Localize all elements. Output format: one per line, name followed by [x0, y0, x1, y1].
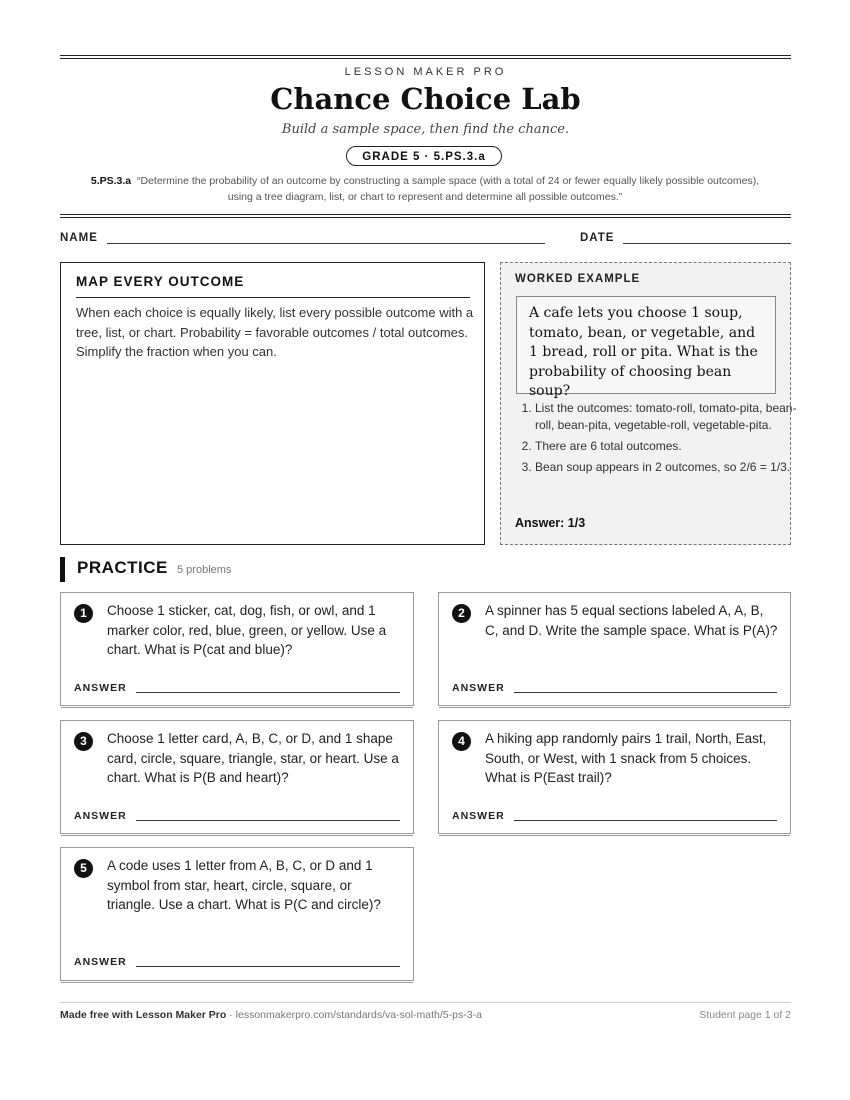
worked-example-step: 3. Bean soup appears in 2 outcomes, so 2/6 = 1/3. [535, 459, 800, 476]
date-label: DATE [580, 232, 615, 244]
standard-code: 5.PS.3.a [90, 175, 132, 187]
worked-example-box [500, 262, 797, 545]
concept-heading: MAP EVERY OUTCOME [76, 274, 245, 289]
problem-card-5 [60, 847, 414, 981]
footer-made-with: Made free with Lesson Maker Pro [60, 1009, 227, 1021]
answer-field[interactable] [136, 692, 400, 693]
problem-number: 4 [452, 732, 471, 751]
page-title: Chance Choice Lab [270, 82, 581, 116]
worked-example-heading: WORKED EXAMPLE [515, 273, 641, 285]
grade-badge: GRADE 5 · 5.PS.3.a [346, 146, 502, 166]
footer-page-number: Student page 1 of 2 [699, 1009, 791, 1021]
answer-label: ANSWER [74, 956, 127, 968]
problem-text: A code uses 1 letter from A, B, C, or D and 1 symbol from star, heart, circle, square, or triangle. Use a chart. What is P(C and circle)? [107, 858, 381, 912]
practice-title: PRACTICE [77, 558, 168, 577]
practice-accent-bar [60, 557, 65, 582]
problem-text: A spinner has 5 equal sections labeled A, A, B, C, and D. Write the sample space. What is P(A)? [485, 603, 778, 638]
answer-label: ANSWER [74, 682, 127, 694]
problem-card-2 [438, 592, 791, 706]
concept-body: When each choice is equally likely, list every possible outcome with a tree, list, or chart. Probability = favorable outcomes / total outcomes. Simplify the fraction when you can. [76, 305, 474, 359]
problem-number: 2 [452, 604, 471, 623]
brand-name: LESSON MAKER PRO [344, 66, 507, 78]
answer-label: ANSWER [452, 810, 505, 822]
date-field[interactable] [623, 243, 791, 244]
standard-text: “Determine the probability of an outcome by constructing a sample space (with a total of 24 or fewer equally likely possible outcomes), using a tree diagram, list, or chart to represent and determine all possible outcomes.” [136, 175, 760, 203]
problem-number: 1 [74, 604, 93, 623]
problem-number: 3 [74, 732, 93, 751]
problem-text: A hiking app randomly pairs 1 trail, North, East, South, or West, with 1 snack from 5 choices. What is P(East trail)? [485, 731, 767, 785]
name-label: NAME [60, 232, 98, 244]
standard-description [80, 173, 770, 205]
worked-example-answer: Answer: 1/3 [515, 516, 586, 530]
top-rule [60, 55, 791, 56]
problem-text: Choose 1 letter card, A, B, C, or D, and 1 shape card, circle, square, triangle, star, or heart. Use a chart. What is P(B and heart)? [107, 731, 399, 785]
footer-rule [60, 1002, 791, 1003]
answer-field[interactable] [514, 820, 777, 821]
practice-count: 5 problems [177, 564, 232, 576]
problem-text: Choose 1 sticker, cat, dog, fish, or owl, and 1 marker color, red, blue, green, or yellow. Use a chart. What is P(cat and blue)? [107, 603, 387, 657]
name-field[interactable] [107, 243, 545, 244]
worked-example-steps [515, 400, 800, 480]
footer-url[interactable]: · lessonmakerpro.com/standards/va-sol-math/5-ps-3-a [226, 1009, 482, 1021]
header-bottom-rule [60, 214, 791, 215]
worked-example-step: 2. There are 6 total outcomes. [535, 438, 800, 455]
concept-heading-rule [76, 297, 470, 298]
answer-label: ANSWER [74, 810, 127, 822]
problem-card-4 [438, 720, 791, 834]
answer-field[interactable] [514, 692, 777, 693]
footer-credit [60, 1009, 482, 1021]
problem-card-1 [60, 592, 414, 706]
worked-example-question: A cafe lets you choose 1 soup, tomato, bean, or vegetable, and 1 bread, roll or pita. What is the probability of choosing bean soup? [516, 296, 776, 394]
answer-label: ANSWER [452, 682, 505, 694]
answer-field[interactable] [136, 820, 400, 821]
page-subtitle: Build a sample space, then find the chance. [281, 122, 570, 137]
problem-number: 5 [74, 859, 93, 878]
problem-card-3 [60, 720, 414, 834]
worked-example-step: 1. List the outcomes: tomato-roll, tomato-pita, bean-roll, bean-pita, vegetable-roll, vegetable-pita. [535, 400, 800, 434]
answer-field[interactable] [136, 966, 400, 967]
concept-box [60, 262, 485, 545]
